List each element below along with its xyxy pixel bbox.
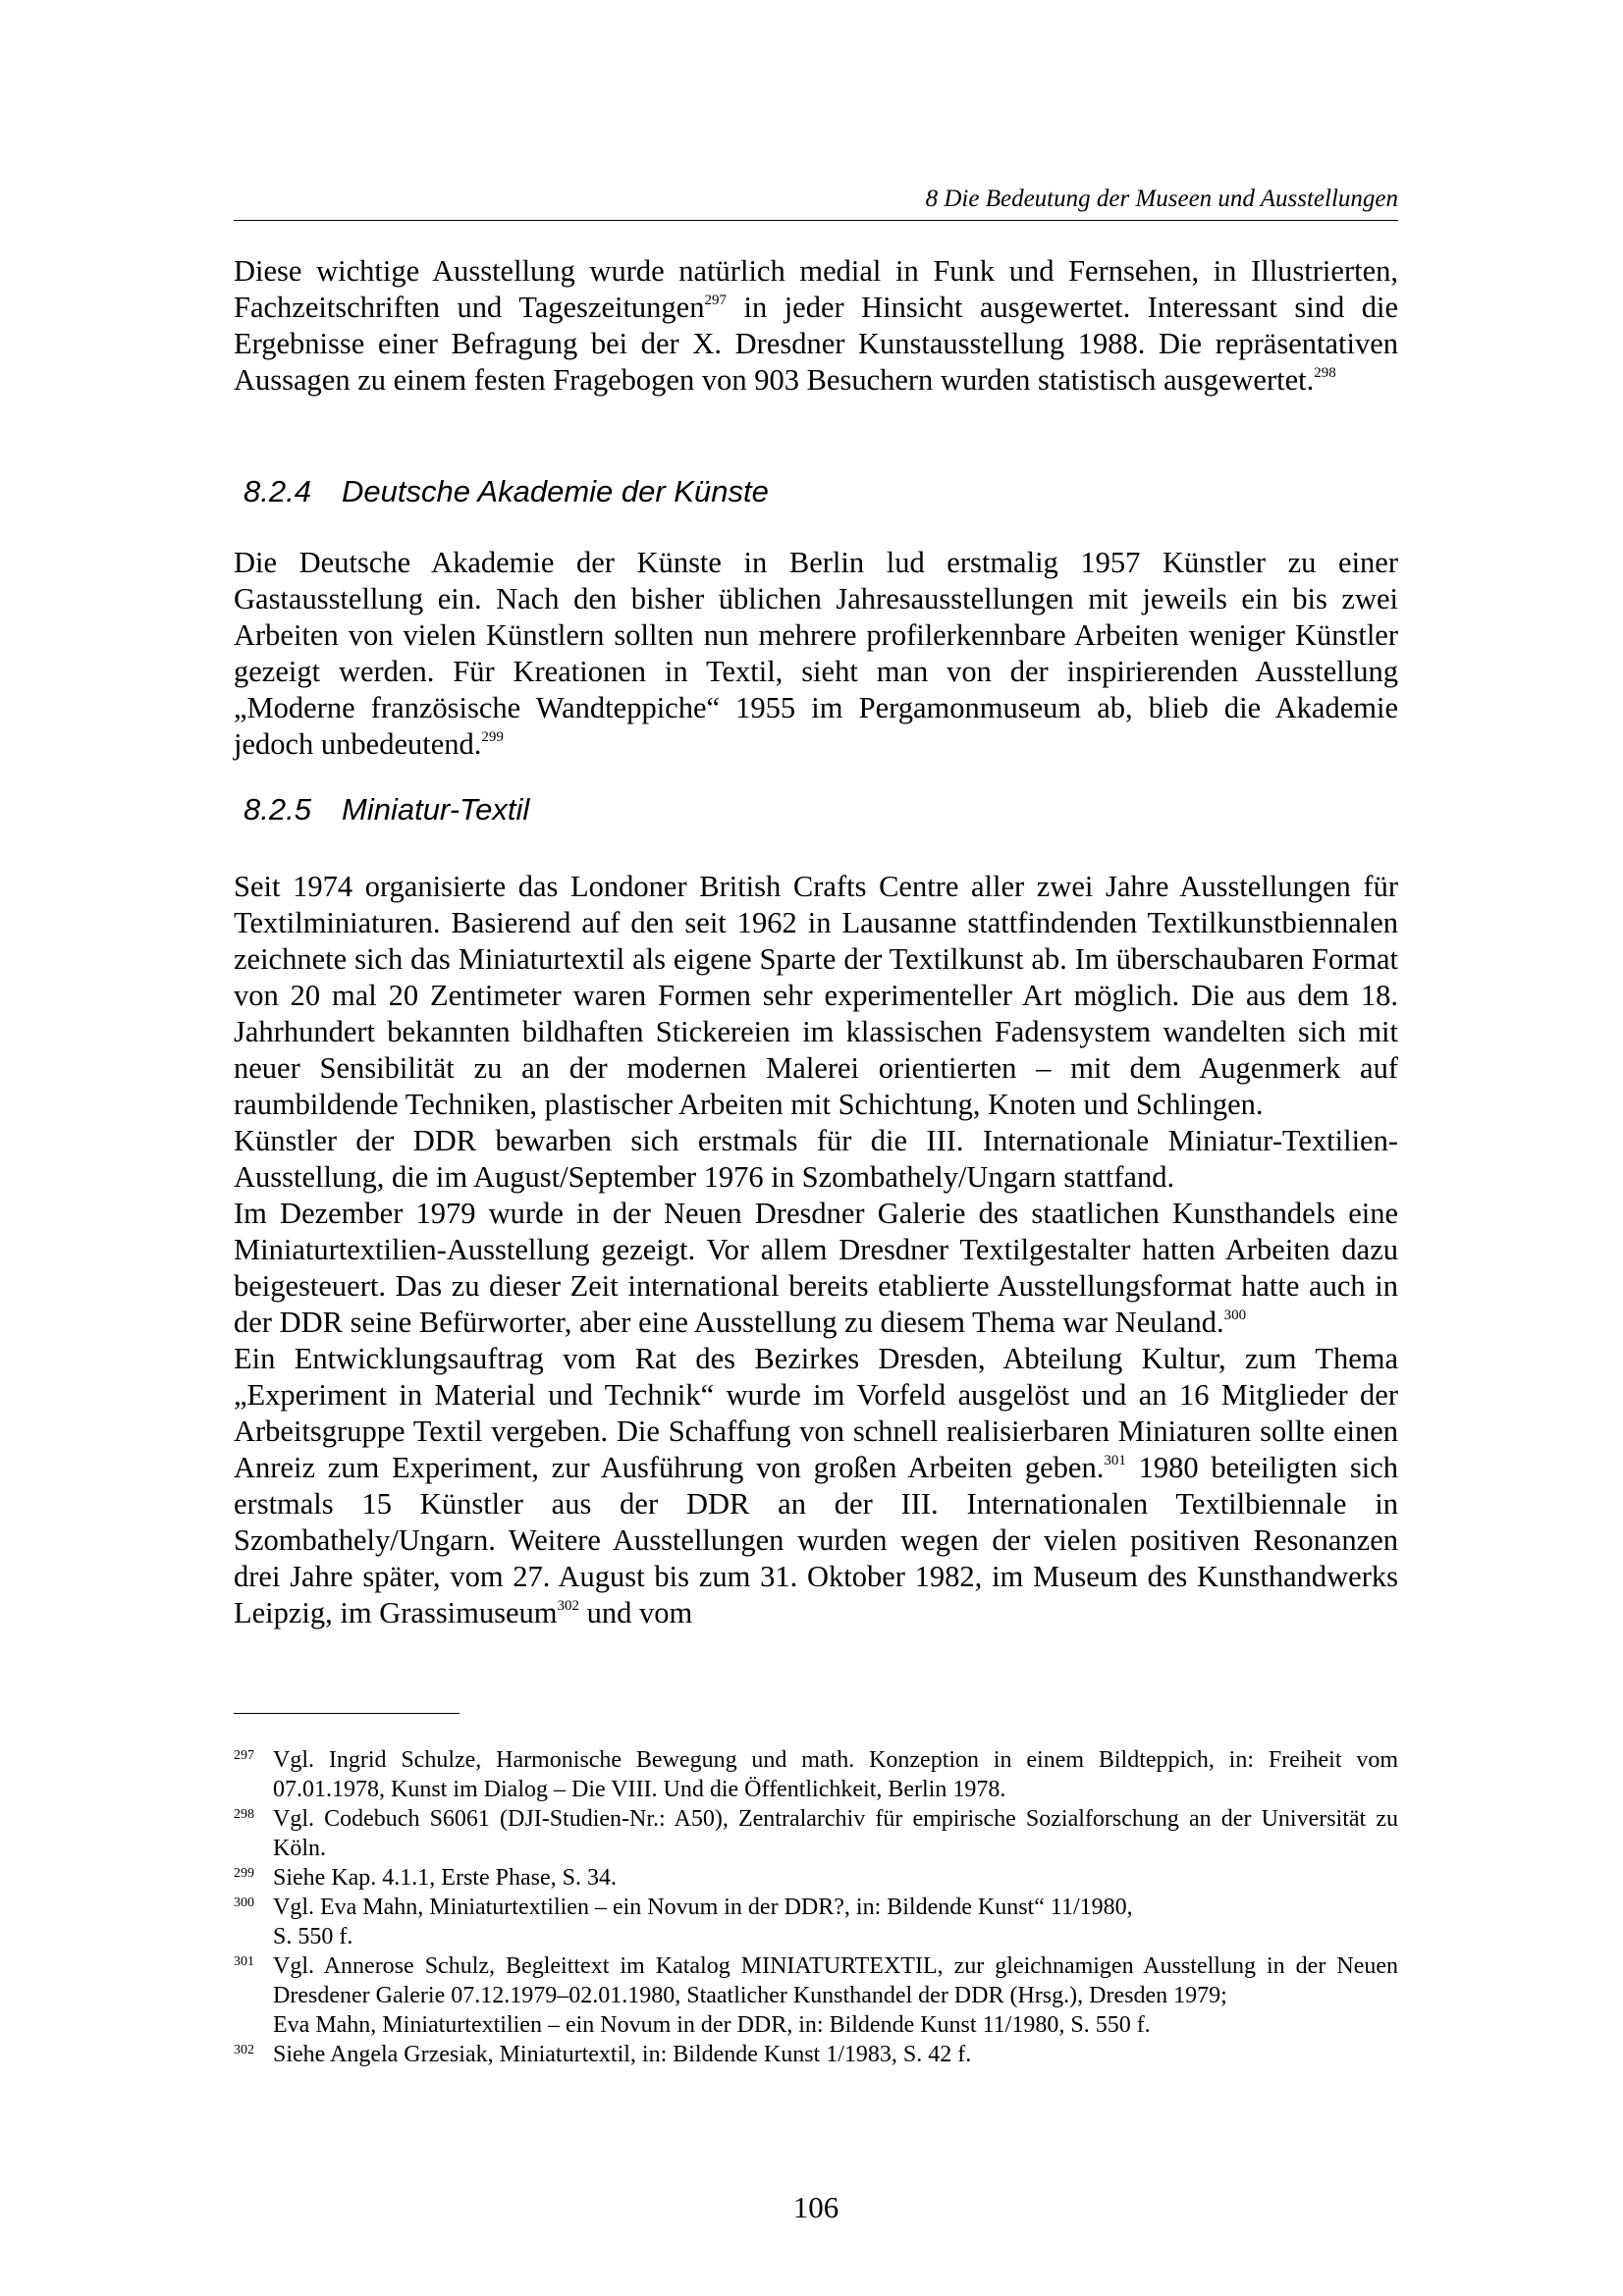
footnote-text: Siehe Kap. 4.1.1, Erste Phase, S. 34. [273,1865,617,1891]
paragraph: Im Dezember 1979 wurde in der Neuen Dresdner Galerie des staatlichen Kunsthandels eine Miniaturtextilien-Ausstellung gezeigt. Vor allem Dresdner Textilgestalter hatten Arbeiten dazu beigesteuert. Das zu dieser Zeit international bereits etablierte Ausstellungsformat hatte auch in der DDR seine Befürworter, aber eine Ausstellung zu diesem Thema war Neuland.$^{300}$ [234,1197,1398,1339]
footnote-ref[interactable]: 297 [704,293,727,308]
footnote-divider [234,1713,460,1714]
footnote-ref[interactable]: 299 [481,729,504,745]
section-number: 8.2.5 [243,792,311,827]
intro-section [234,253,1398,399]
footnote-text: Vgl. Codebuch S6061 (DJI-Studien-Nr.: A50), Zentralarchiv für empirische Sozialforschung an der Universität zu Köln. [273,1806,1398,1861]
footnote [234,1863,1398,1893]
footnote-number: 302 [234,2043,254,2057]
paragraph: Die Deutsche Akademie der Künste in Berlin lud erstmalig 1957 Künstler zu einer Gastausstellung ein. Nach den bisher üblichen Jahresausstellungen mit jeweils ein bis zwei Arbeiten von vielen Künstlern sollten nun mehrere profilerkennbare Arbeiten weniger Künstler gezeigt werden. Für Kreationen in Textil, sieht man von der inspirierenden Ausstellung „Moderne französische Wandteppiche“ 1955 im Pergamonmuseum ab, blieb die Akademie jedoch unbedeutend.$^{299}$ [234,546,1398,761]
footnote [234,1745,1398,1804]
footnote [234,1951,1398,2040]
footnote-number: 300 [234,1896,254,1910]
footnote-text: Vgl. Eva Mahn, Miniaturtextilien – ein Novum in der DDR?, in: Bildende Kunst“ 11/1980, [273,1895,1133,1920]
footnotes [234,1745,1398,2069]
section-heading-8-2-5 [243,791,529,828]
section-8-2-5-body [234,869,1398,1631]
footnote-number: 297 [234,1748,254,1763]
footnote-ref[interactable]: 300 [1223,1308,1247,1323]
section-title: Deutsche Akademie der Künste [342,474,769,508]
footnote-ref[interactable]: 301 [1104,1453,1126,1468]
footnote-text: S. 550 f. [273,1924,353,1949]
page-number: 106 [792,2190,839,2224]
section-heading-8-2-4 [243,473,769,510]
paragraph: Diese wichtige Ausstellung wurde natürlich medial in Funk und Fernsehen, in Illustrierten, Fachzeitschriften und Tageszeitungen$^{297}$ in jeder Hinsicht ausgewertet. Interessant sind die Ergebnisse einer Befragung bei der X. Dresdner Kunstausstellung 1988. Die repräsentativen Aussagen zu einem festen Fragebogen von 903 Besuchern wurden statistisch ausgewertet.$^{298}$ [234,254,1398,397]
section-number: 8.2.4 [243,474,311,508]
running-header: 8 Die Bedeutung der Museen und Ausstellungen [234,185,1398,221]
footnote-number: 299 [234,1866,254,1881]
footnote-text: Siehe Angela Grzesiak, Miniaturtextil, in: Bildende Kunst 1/1983, S. 42 f. [273,2042,972,2067]
section-8-2-4-body [234,545,1398,763]
footnote-number: 301 [234,1954,254,1969]
paragraph: Künstler der DDR bewarben sich erstmals für die III. Internationale Miniatur-Textilien-Ausstellung, die im August/September 1976 in Szombathely/Ungarn stattfand. [234,1124,1398,1194]
footnote-text: Eva Mahn, Miniaturtextilien – ein Novum in der DDR, in: Bildende Kunst 11/1980, S. 550 f. [273,2012,1151,2038]
footnote [234,1893,1398,1951]
footnote-text: Vgl. Ingrid Schulze, Harmonische Bewegung und math. Konzeption in einem Bildteppich, in: Freiheit vom 07.01.1978, Kunst im Dialog – Die VIII. Und die Öffentlichkeit, Berlin 1978. [273,1747,1398,1802]
footnote-number: 298 [234,1807,254,1822]
footnote-text: Vgl. Annerose Schulz, Begleittext im Katalog MINIATURTEXTIL, zur gleichnamigen Ausstellung in der Neuen Dresdener Galerie 07.12.1979–02.01.1980, Staatlicher Kunsthandel der DDR (Hrsg.), Dresden 1979; [273,1953,1398,2008]
paragraph: Ein Entwicklungsauftrag vom Rat des Bezirkes Dresden, Abteilung Kultur, zum Thema „Experiment in Material und Technik“ wurde im Vorfeld ausgelöst und an 16 Mitglieder der Arbeitsgruppe Textil vergeben. Die Schaffung von schnell realisierbaren Miniaturen sollte einen Anreiz zum Experiment, zur Ausführung von großen Arbeiten geben.$^{301}$ 1980 beteiligten sich erstmals 15 Künstler aus der DDR an der III. Internationalen Textilbiennale in Szombathely/Ungarn. Weitere Ausstellungen wurden wegen der vielen positiven Resonanzen drei Jahre später, vom 27. August bis zum 31. Oktober 1982, im Museum des Kunsthandwerks Leipzig, im Grassimuseum$^{302}$ und vom [234,1342,1398,1629]
footnote-ref[interactable]: 298 [1314,365,1336,381]
section-title: Miniatur-Textil [342,792,530,827]
footnote [234,2040,1398,2069]
footnote [234,1804,1398,1863]
footnote-ref[interactable]: 302 [557,1598,580,1614]
paragraph: Seit 1974 organisierte das Londoner British Crafts Centre aller zwei Jahre Ausstellungen für Textilminiaturen. Basierend auf den seit 1962 in Lausanne stattfindenden Textilkunstbiennalen zeichnete sich das Miniaturtextil als eigene Sparte der Textilkunst ab. Im überschaubaren Format von 20 mal 20 Zentimeter waren Formen sehr experimenteller Art möglich. Die aus dem 18. Jahrhundert bekannten bildhaften Stickereien im klassischen Fadensystem wandelten sich mit neuer Sensibilität zu an der modernen Malerei orientierten – mit dem Augenmerk auf raumbildende Techniken, plastischer Arbeiten mit Schichtung, Knoten und Schlingen. [234,870,1398,1121]
